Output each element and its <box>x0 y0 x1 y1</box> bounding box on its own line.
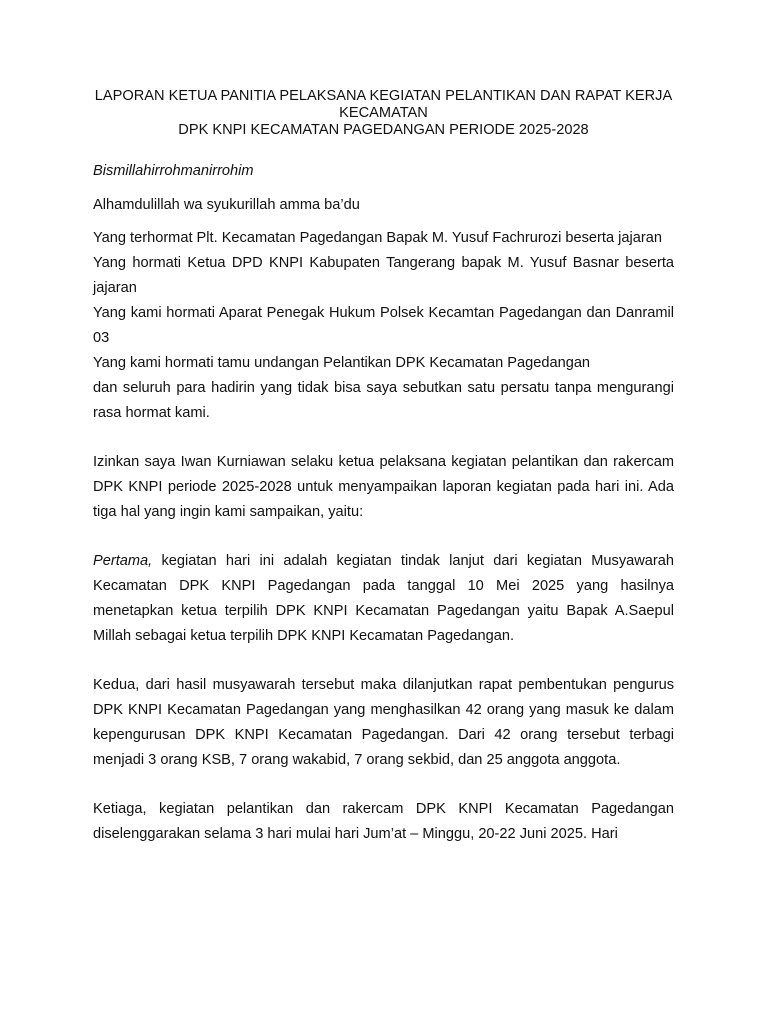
salutation-4: Yang kami hormati tamu undangan Pelantikan DPK Kecamatan Pagedangan <box>93 355 591 371</box>
intro-paragraph: Izinkan saya Iwan Kurniawan selaku ketua pelaksana kegiatan pelantikan dan rakercam DPK KNPI periode 2025-2028 untuk menyampaikan laporan kegiatan pada hari ini. Ada tiga hal yang ingin kami sampaikan, yaitu: <box>93 454 674 520</box>
opening-line: Bismillahirrohmanirrohim <box>93 163 254 179</box>
document-title <box>93 88 674 139</box>
salutation-3: Yang kami hormati Aparat Penegak Hukum Polsek Kecamtan Pagedangan dan Danramil 03 <box>93 305 674 346</box>
document-page <box>93 88 674 847</box>
salutation-2: Yang hormati Ketua DPD KNPI Kabupaten Tangerang bapak M. Yusuf Basnar beserta jajaran <box>93 255 674 296</box>
salutation-5: dan seluruh para hadirin yang tidak bisa saya sebutkan satu persatu tanpa mengurangi rasa hormat kami. <box>93 380 674 421</box>
point-2-paragraph: Kedua, dari hasil musyawarah tersebut maka dilanjutkan rapat pembentukan pengurus DPK KNPI Kecamatan Pagedangan yang menghasilkan 42 orang yang masuk ke dalam kepengurusan DPK KNPI Kecamatan Pagedangan. Dari 42 orang tersebut terbagi menjadi 3 orang KSB, 7 orang wakabid, 7 orang sekbid, dan 25 anggota anggota. <box>93 677 674 768</box>
point-1-paragraph <box>93 549 674 649</box>
greeting-line: Alhamdulillah wa syukurillah amma ba’du <box>93 197 360 213</box>
title-line-2: DPK KNPI KECAMATAN PAGEDANGAN PERIODE 2025-2028 <box>178 122 589 138</box>
salutation-1: Yang terhormat Plt. Kecamatan Pagedangan Bapak M. Yusuf Fachrurozi beserta jajaran <box>93 230 662 246</box>
title-line-1: LAPORAN KETUA PANITIA PELAKSANA KEGIATAN PELANTIKAN DAN RAPAT KERJA KECAMATAN <box>94 88 673 121</box>
point-3-paragraph: Ketiaga, kegiatan pelantikan dan rakercam DPK KNPI Kecamatan Pagedangan diselenggarakan selama 3 hari mulai hari Jum’at – Minggu, 20-22 Juni 2025. Hari <box>93 801 674 842</box>
point-1-text: kegiatan hari ini adalah kegiatan tindak lanjut dari kegiatan Musyawarah Kecamatan DPK KNPI Pagedangan pada tanggal 10 Mei 2025 yang hasilnya menetapkan ketua terpilih DPK KNPI Kecamatan Pagedangan yaitu Bapak A.Saepul Millah sebagai ketua terpilih DPK KNPI Kecamatan Pagedangan. <box>93 553 674 644</box>
point-1-label: Pertama, <box>93 553 153 569</box>
